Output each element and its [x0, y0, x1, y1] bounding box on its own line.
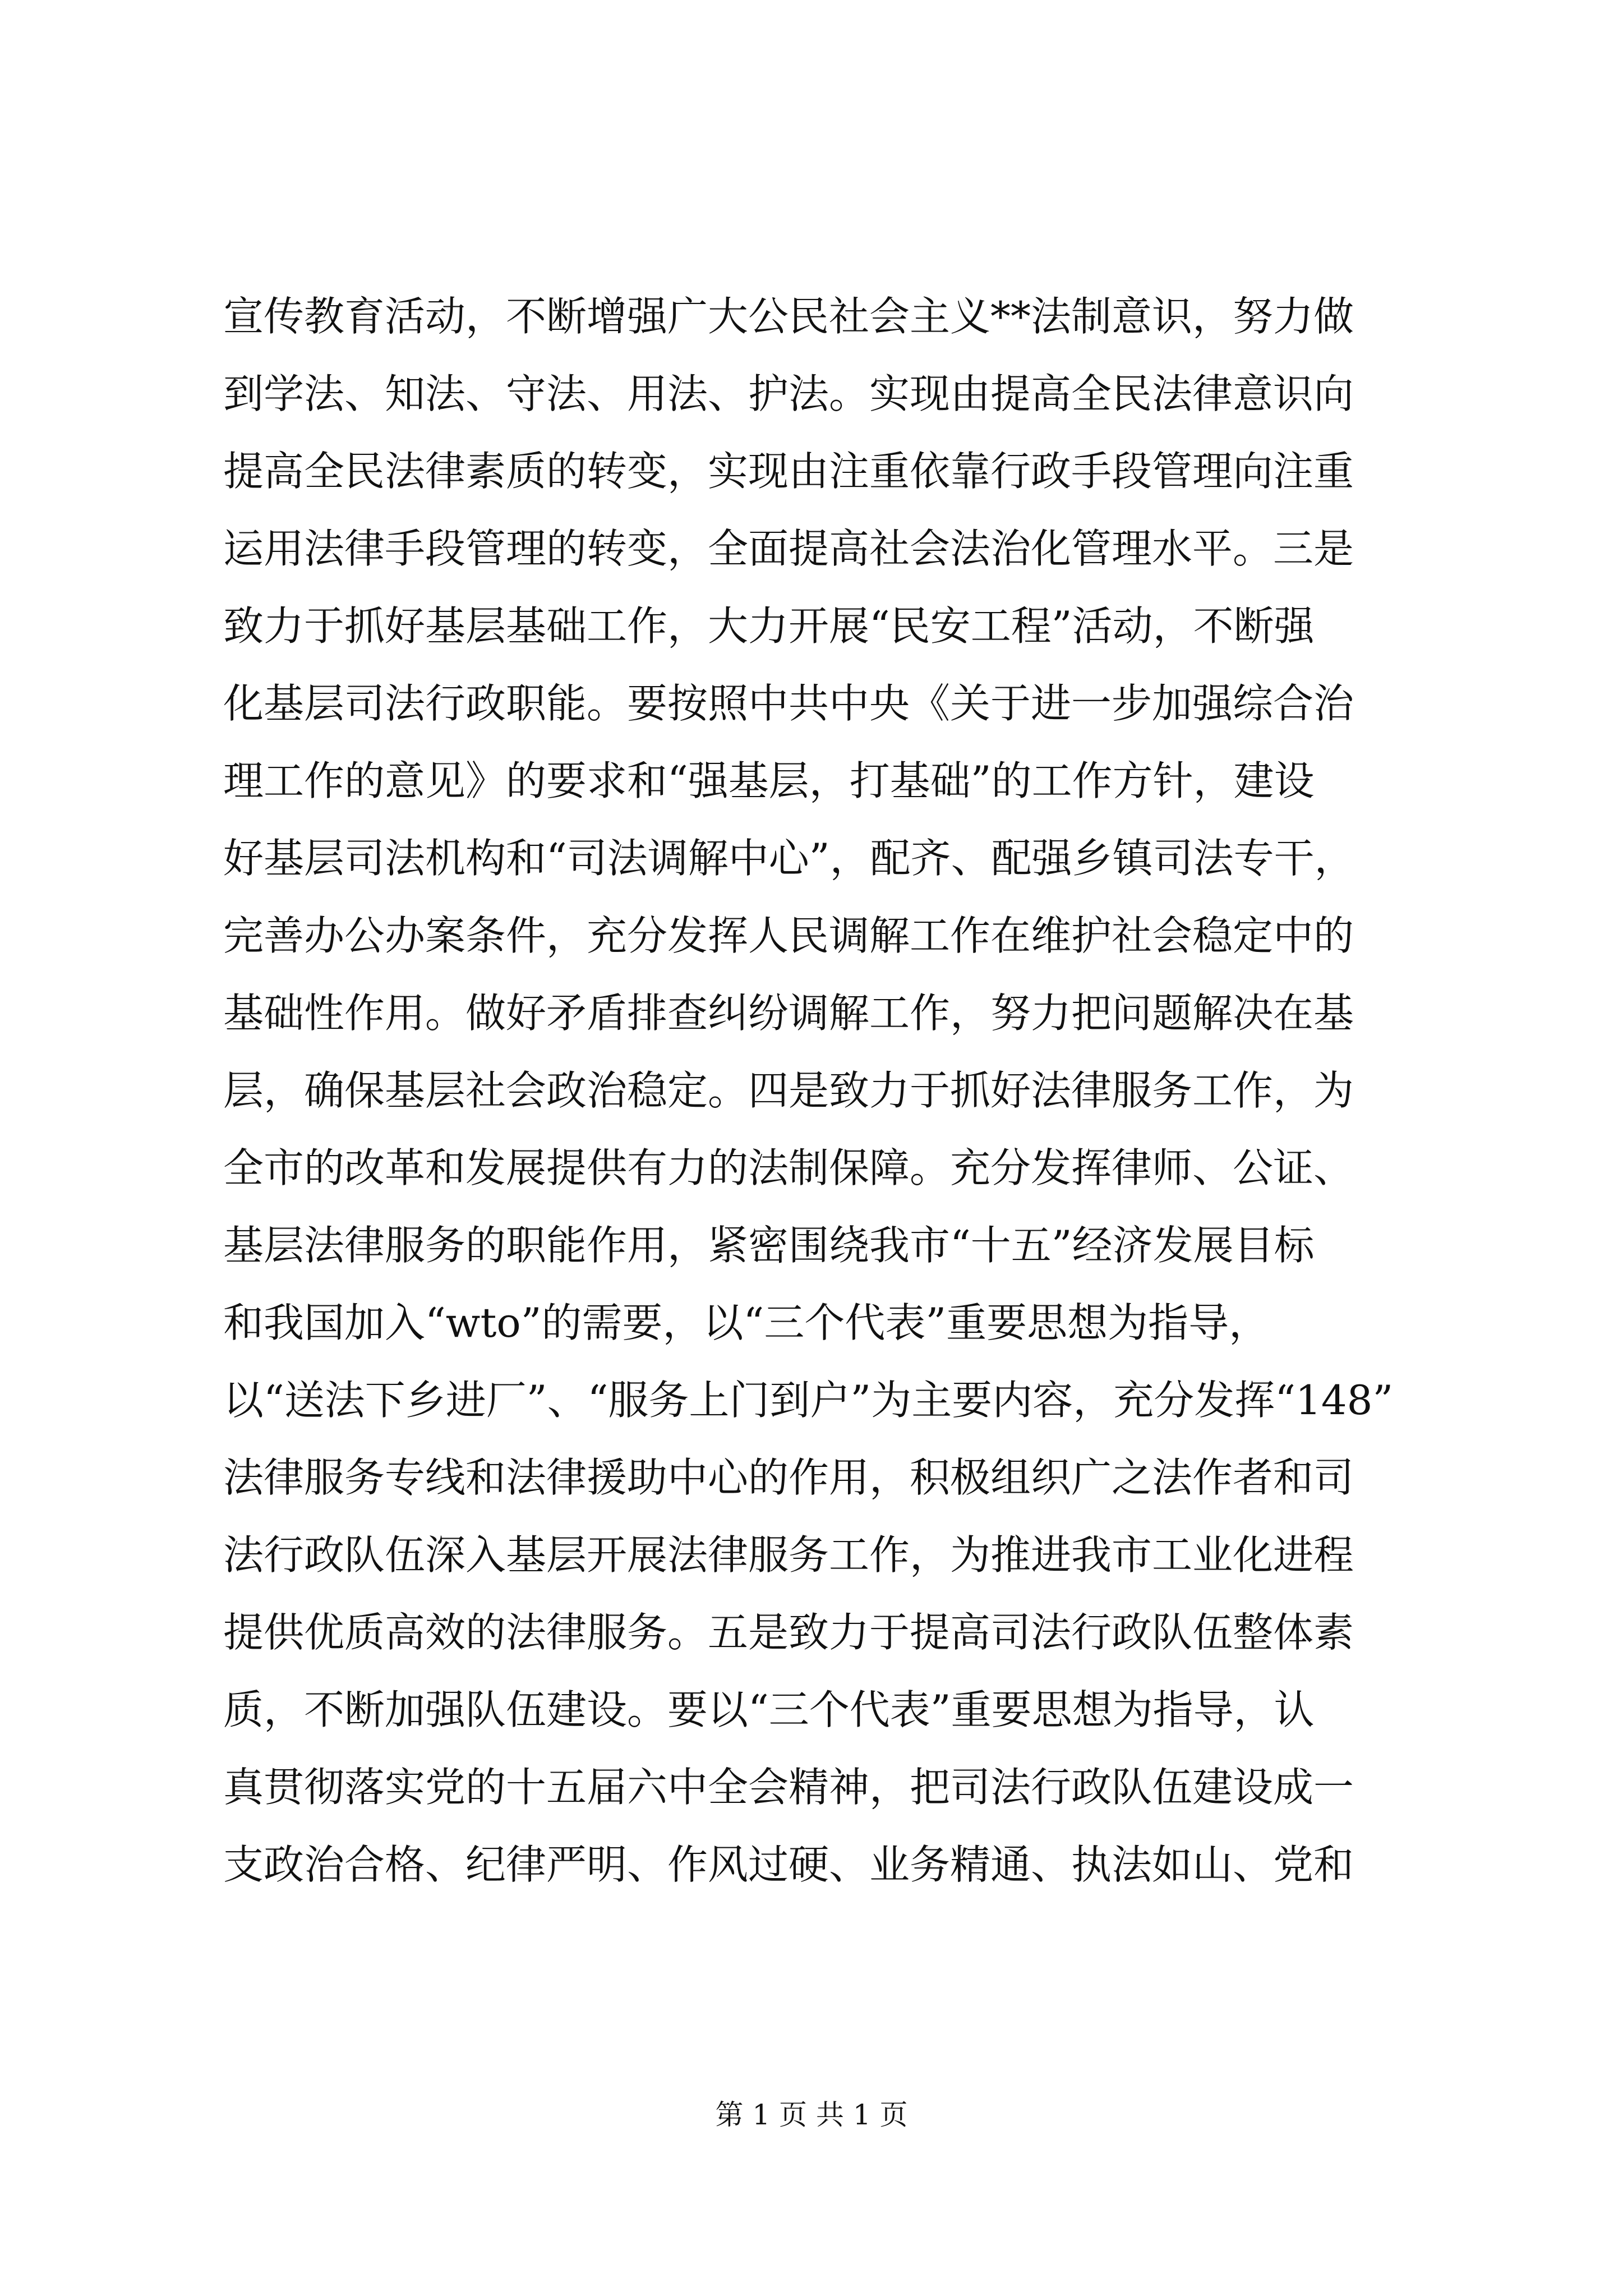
- text-line: 真贯彻落实党的十五届六中全会精神，把司法行政队伍建设成一: [223, 1764, 1354, 1811]
- text-line: 提高全民法律素质的转变，实现由注重依靠行政手段管理向注重: [223, 448, 1354, 495]
- text-line: 好基层司法机构和“司法调解中心”，配齐、配强乡镇司法专干，: [223, 835, 1355, 882]
- page-footer: [0, 2095, 1623, 2134]
- text-line: 化基层司法行政职能。要按照中共中央《关于进一步加强综合治: [223, 680, 1354, 727]
- text-line: 和我国加入“wto”的需要，以“三个代表”重要思想为指导，: [223, 1299, 1270, 1346]
- text-line: 理工作的意见》的要求和“强基层，打基础”的工作方针，建设: [223, 757, 1315, 804]
- text-line: 层，确保基层社会政治稳定。四是致力于抓好法律服务工作，为: [223, 1067, 1354, 1114]
- text-line: 全市的改革和发展提供有力的法制保障。充分发挥律师、公证、: [223, 1144, 1354, 1191]
- text-line: 提供优质高效的法律服务。五是致力于提高司法行政队伍整体素: [223, 1609, 1354, 1656]
- text-line: 基层法律服务的职能作用，紧密围绕我市“十五”经济发展目标: [223, 1222, 1315, 1269]
- text-line: 完善办公办案条件，充分发挥人民调解工作在维护社会稳定中的: [223, 912, 1354, 959]
- body-text: [223, 278, 1423, 1903]
- text-line: 支政治合格、纪律严明、作风过硬、业务精通、执法如山、党和: [223, 1841, 1354, 1888]
- text-line: 到学法、知法、守法、用法、护法。实现由提高全民法律意识向: [223, 370, 1354, 417]
- text-line: 致力于抓好基层基础工作，大力开展“民安工程”活动，不断强: [223, 602, 1315, 650]
- text-line: 宣传教育活动，不断增强广大公民社会主义**法制意识，努力做: [223, 293, 1354, 340]
- text-line: 法律服务专线和法律援助中心的作用，积极组织广之法作者和司: [223, 1454, 1354, 1501]
- text-line: 法行政队伍深入基层开展法律服务工作，为推进我市工业化进程: [223, 1531, 1354, 1579]
- text-line: 基础性作用。做好矛盾排查纠纷调解工作，努力把问题解决在基: [223, 990, 1354, 1037]
- text-line: 以“送法下乡进厂”、“服务上门到户”为主要内容，充分发挥“148”: [223, 1377, 1394, 1424]
- text-line: 运用法律手段管理的转变，全面提高社会法治化管理水平。三是: [223, 525, 1354, 572]
- text-line: 质，不断加强队伍建设。要以“三个代表”重要思想为指导，认: [223, 1686, 1315, 1733]
- page-number: 第 1 页 共 1 页: [715, 2099, 908, 2131]
